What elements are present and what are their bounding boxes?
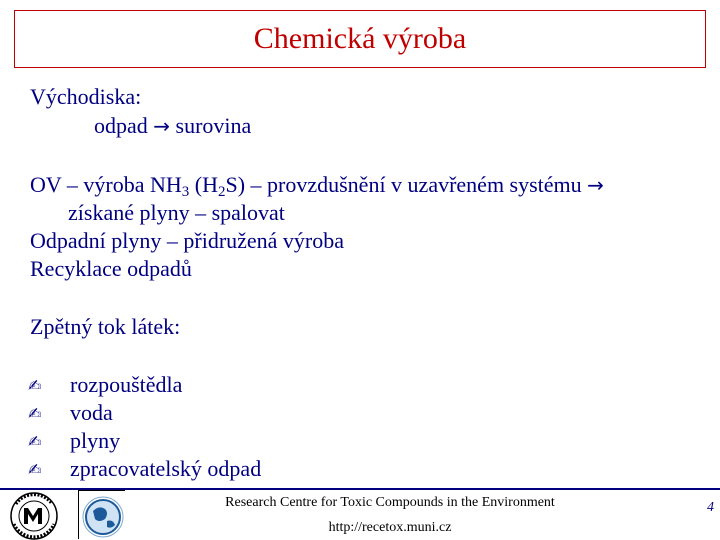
right-arrow-icon: → xyxy=(587,173,604,197)
bullet-writing-hand-icon: ✍ xyxy=(28,460,42,479)
ov-text-1: OV – výroba NH xyxy=(30,172,182,197)
university-seal-logo xyxy=(6,490,62,540)
zpetny-tok-label: Zpětný tok látek: xyxy=(30,314,181,339)
bullet-writing-hand-icon: ✍ xyxy=(28,432,42,451)
recyklace-line: Recyklace odpadů xyxy=(30,256,192,281)
list-item: zpracovatelský odpad xyxy=(70,456,262,481)
ov-text-2: (H xyxy=(189,172,218,197)
ziskane-plyny-line: získané plyny – spalovat xyxy=(68,200,285,225)
bullet-writing-hand-icon: ✍ xyxy=(28,404,42,423)
list-item: rozpouštědla xyxy=(70,372,183,397)
recetox-globe-logo xyxy=(78,490,125,539)
page-number: 4 xyxy=(707,500,714,515)
ov-subscript-2: 2 xyxy=(217,184,226,200)
ov-line xyxy=(30,172,604,198)
list-item: plyny xyxy=(70,428,121,453)
odpad-text: odpad xyxy=(94,113,148,138)
vychodiska-label: Východiska: xyxy=(30,84,142,109)
odpadni-plyny-line: Odpadní plyny – přidružená výroba xyxy=(30,228,345,253)
surovina-text: surovina xyxy=(175,113,252,138)
bullet-writing-hand-icon: ✍ xyxy=(28,376,42,395)
odpad-surovina-line xyxy=(94,113,251,139)
footer-url[interactable]: http://recetox.muni.cz xyxy=(328,520,452,535)
slide-title: Chemická výroba xyxy=(253,22,467,55)
right-arrow-icon: → xyxy=(153,114,171,138)
title-box xyxy=(14,10,706,68)
ov-subscript-3: 3 xyxy=(181,184,190,200)
footer-centre-name: Research Centre for Toxic Compounds in the Environment xyxy=(225,495,555,510)
ov-text-3: S) – provzdušnění v uzavřeném systému xyxy=(225,172,582,197)
list-item: voda xyxy=(70,400,113,425)
